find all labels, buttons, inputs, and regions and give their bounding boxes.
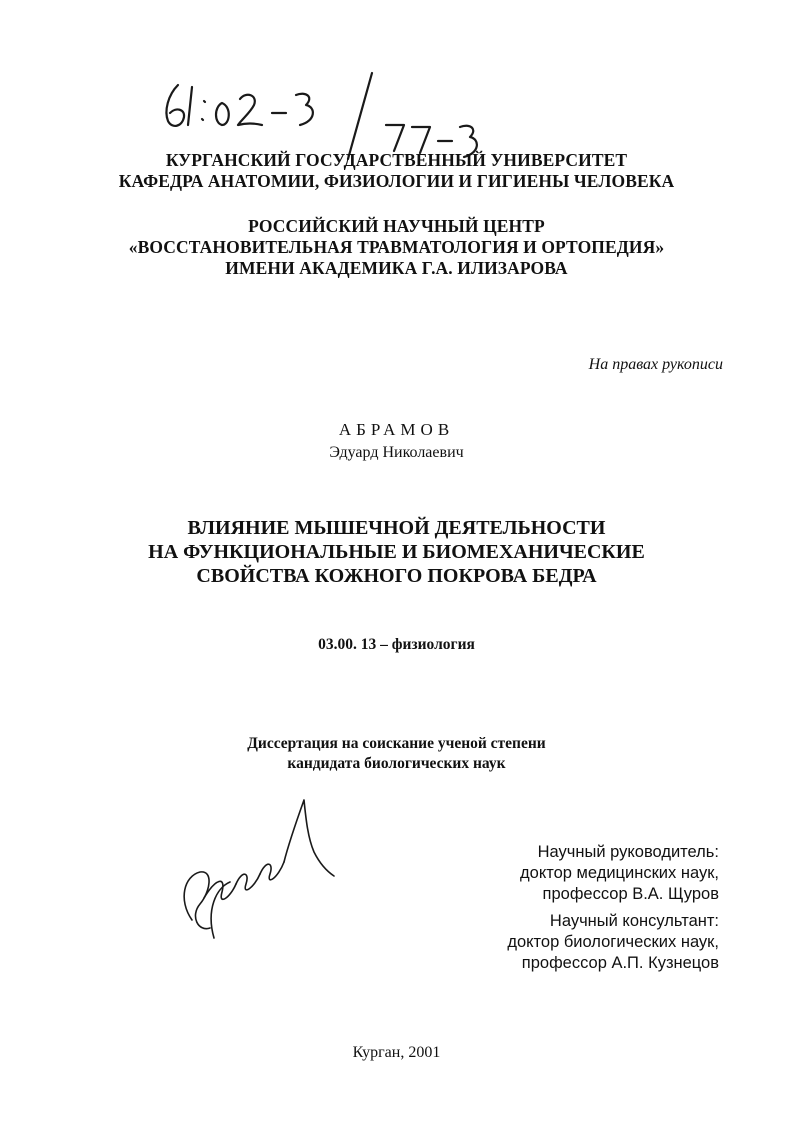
consultant-name: профессор А.П. Кузнецов	[521, 954, 719, 972]
title-line: НА ФУНКЦИОНАЛЬНЫЕ И БИОМЕХАНИЧЕСКИЕ	[148, 541, 645, 563]
handwritten-signature	[170, 780, 350, 960]
title-line: СВОЙСТВА КОЖНОГО ПОКРОВА БЕДРА	[196, 565, 597, 587]
city-and-year: Курган, 2001	[352, 1044, 441, 1061]
university-header	[0, 150, 793, 192]
manuscript-rights-note: На правах рукописи	[588, 356, 723, 373]
author-surname: АБРАМОВ	[338, 420, 455, 439]
consultant-label: Научный консультант:	[549, 912, 719, 930]
research-center-header	[0, 216, 793, 279]
supervisor-name: профессор В.А. Щуров	[542, 885, 719, 903]
supervisor-label: Научный руководитель:	[537, 843, 719, 861]
research-center-namesake: ИМЕНИ АКАДЕМИКА Г.А. ИЛИЗАРОВА	[225, 258, 568, 278]
advisors-block	[389, 842, 719, 974]
specialty-code: 03.00. 13 – физиология	[318, 636, 475, 653]
handwritten-archive-code	[150, 55, 510, 165]
consultant-degree: доктор биологических наук,	[507, 933, 719, 951]
research-center-subtitle: «ВОССТАНОВИТЕЛЬНАЯ ТРАВМАТОЛОГИЯ И ОРТОПЕДИЯ»	[128, 237, 665, 257]
thesis-line: кандидата биологических наук	[287, 755, 506, 772]
thesis-line: Диссертация на соискание ученой степени	[247, 735, 546, 752]
dissertation-title	[0, 516, 793, 588]
supervisor-degree: доктор медицинских наук,	[520, 864, 719, 882]
university-name: КУРГАНСКИЙ ГОСУДАРСТВЕННЫЙ УНИВЕРСИТЕТ	[165, 150, 628, 170]
author-given-names: Эдуард Николаевич	[329, 444, 464, 461]
department-name: КАФЕДРА АНАТОМИИ, ФИЗИОЛОГИИ И ГИГИЕНЫ ЧЕЛОВЕКА	[118, 171, 675, 191]
thesis-degree	[0, 734, 793, 774]
research-center-name: РОССИЙСКИЙ НАУЧНЫЙ ЦЕНТР	[248, 216, 545, 236]
title-line: ВЛИЯНИЕ МЫШЕЧНОЙ ДЕЯТЕЛЬНОСТИ	[187, 517, 606, 539]
